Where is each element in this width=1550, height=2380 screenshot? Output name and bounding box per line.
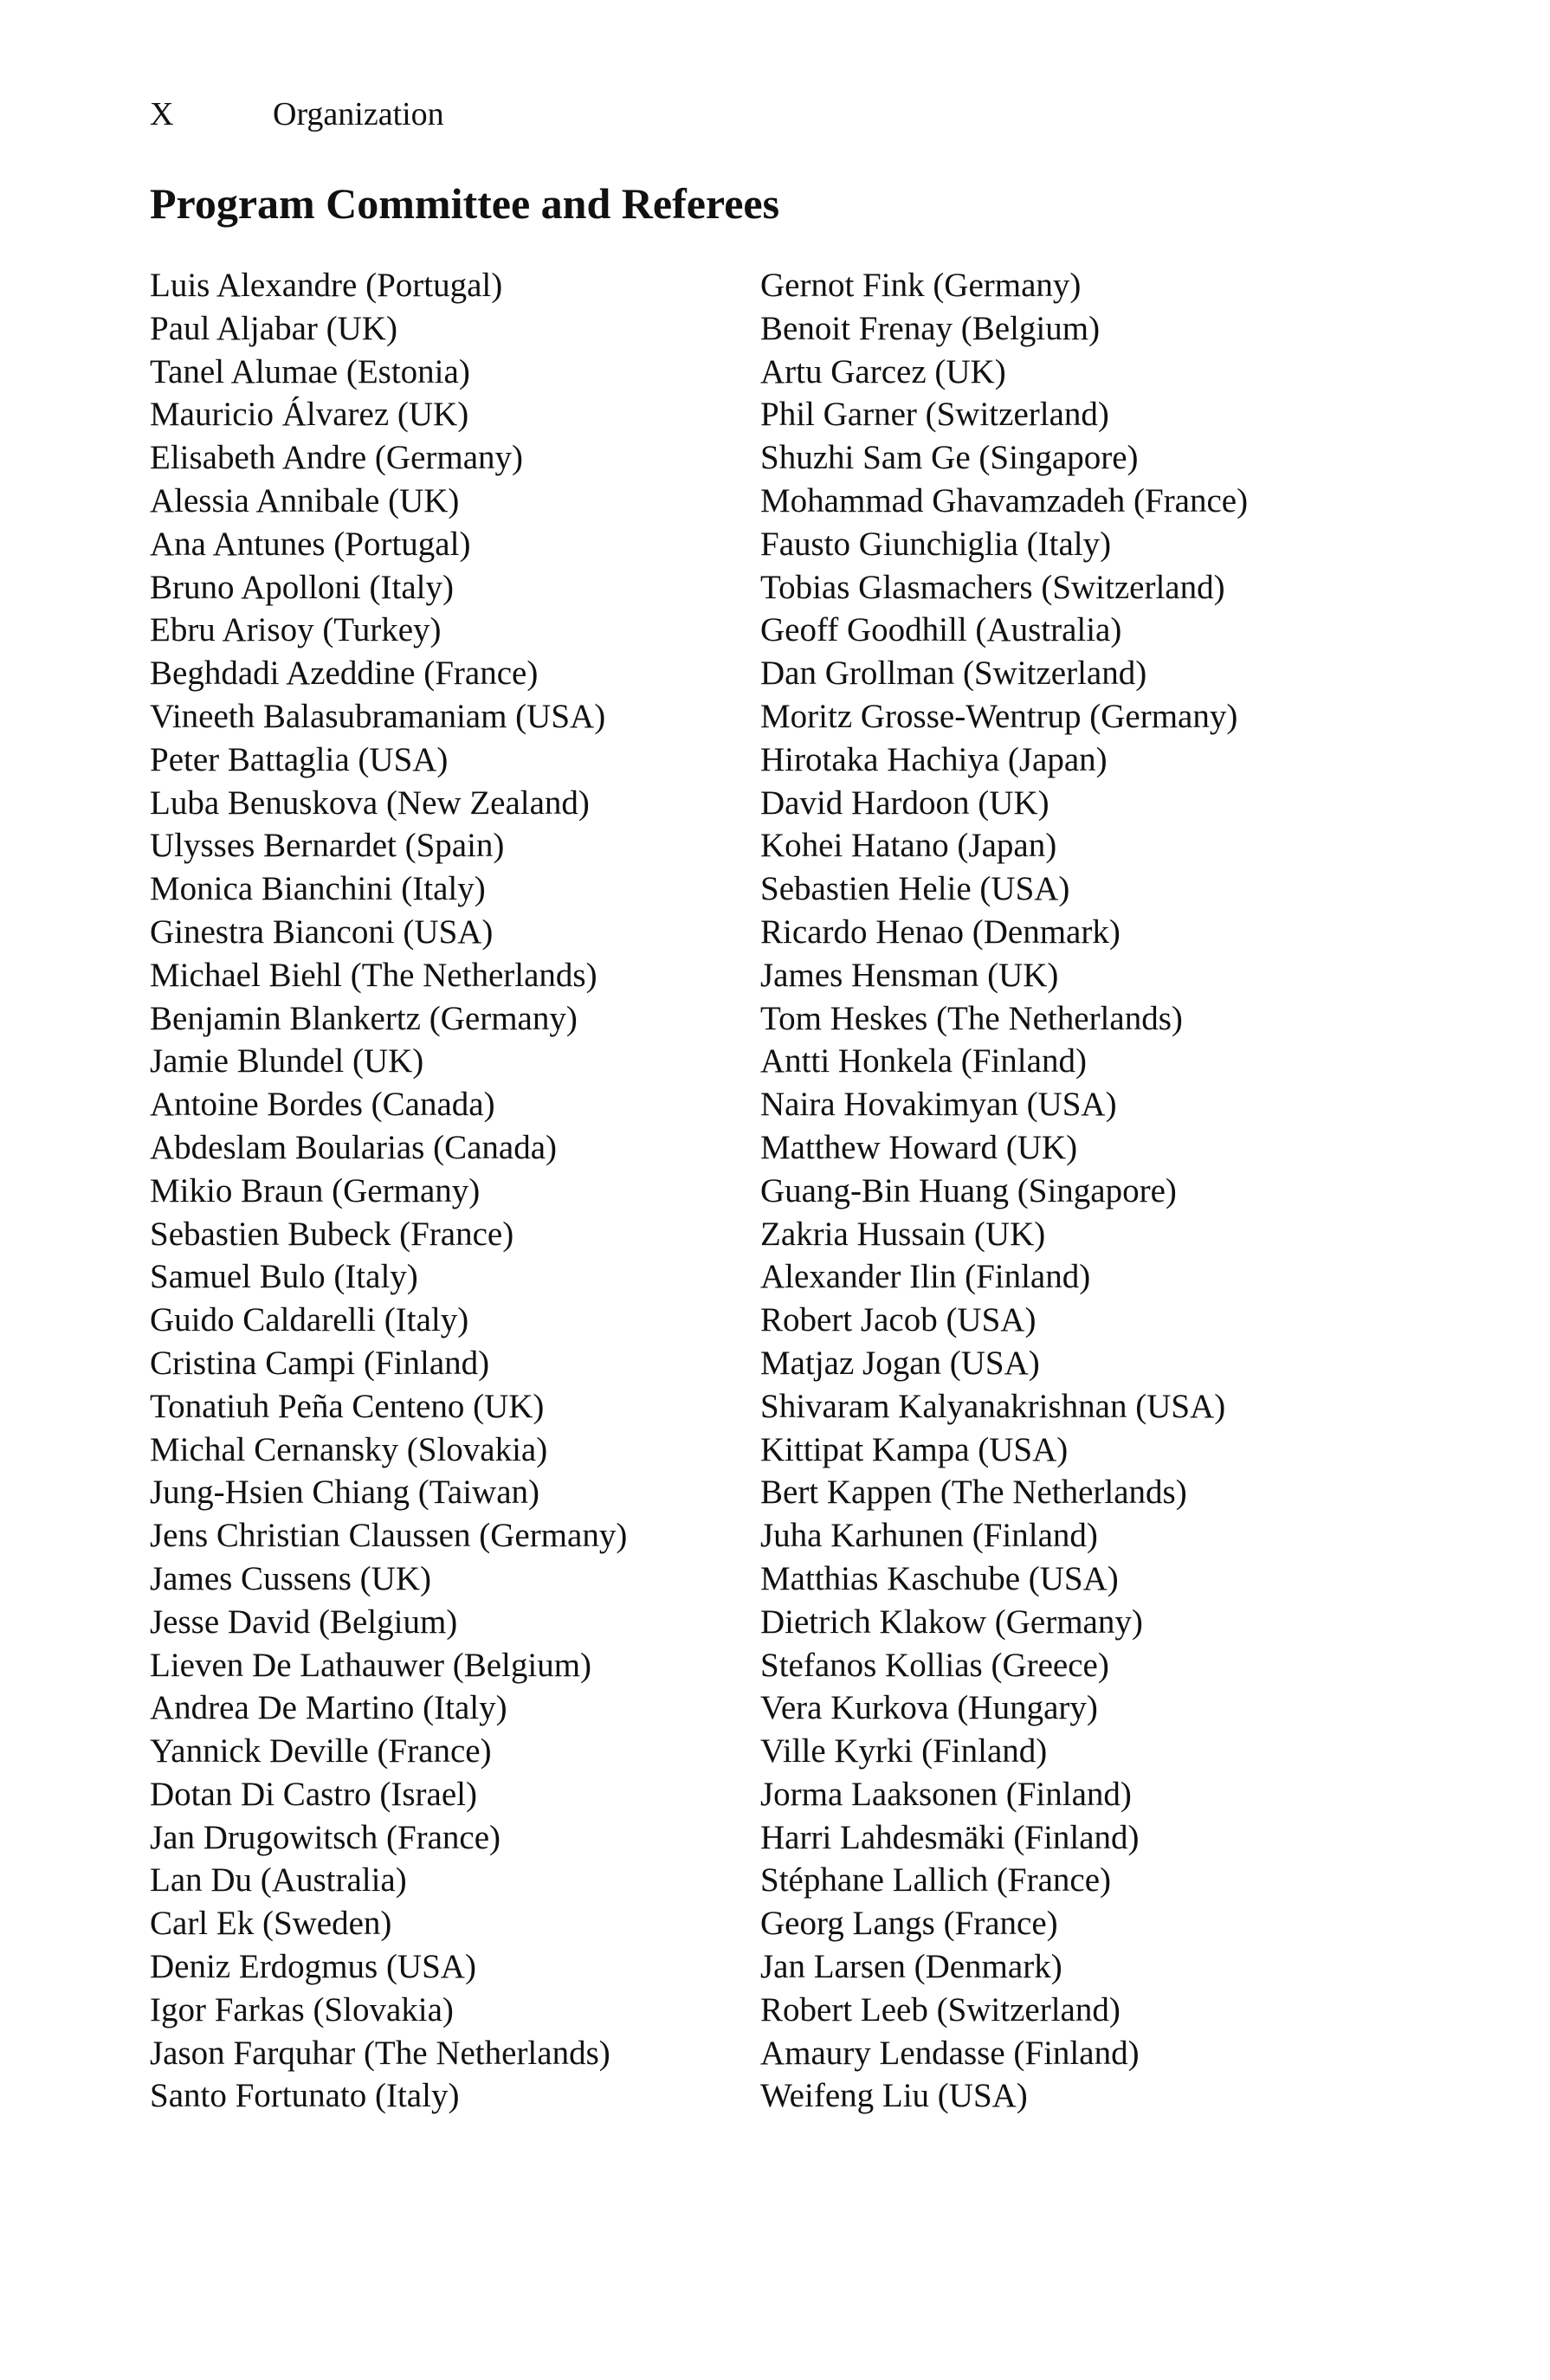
committee-member: James Hensman (UK) (760, 956, 1059, 994)
committee-member: Georg Langs (France) (760, 1905, 1058, 1943)
committee-member: Fausto Giunchiglia (Italy) (760, 525, 1112, 563)
committee-member: Ana Antunes (Portugal) (150, 525, 471, 563)
committee-member: Lieven De Lathauwer (Belgium) (150, 1646, 592, 1684)
committee-member: Vera Kurkova (Hungary) (760, 1689, 1098, 1727)
committee-member: Ginestra Bianconi (USA) (150, 913, 494, 951)
committee-member: Jung-Hsien Chiang (Taiwan) (150, 1474, 540, 1512)
committee-member: Kittipat Kampa (USA) (760, 1430, 1069, 1468)
committee-member: Sebastien Helie (USA) (760, 870, 1070, 908)
committee-member: Monica Bianchini (Italy) (150, 870, 486, 908)
committee-member: Robert Jacob (USA) (760, 1301, 1037, 1339)
committee-member: Juha Karhunen (Finland) (760, 1517, 1098, 1555)
committee-member: Antti Honkela (Finland) (760, 1042, 1087, 1080)
section-title: Program Committee and Referees (150, 179, 780, 228)
committee-member: Tonatiuh Peña Centeno (UK) (150, 1387, 545, 1425)
committee-member: Amaury Lendasse (Finland) (760, 2034, 1140, 2072)
committee-member: Ebru Arisoy (Turkey) (150, 611, 442, 649)
committee-member: Alexander Ilin (Finland) (760, 1258, 1091, 1296)
committee-member: Shivaram Kalyanakrishnan (USA) (760, 1387, 1226, 1425)
committee-member: Luis Alexandre (Portugal) (150, 267, 503, 304)
committee-member: Matthew Howard (UK) (760, 1128, 1078, 1166)
committee-member: Phil Garner (Switzerland) (760, 396, 1109, 434)
page-number: X (150, 96, 174, 132)
committee-member: Beghdadi Azeddine (France) (150, 655, 539, 693)
committee-member: David Hardoon (UK) (760, 784, 1049, 822)
committee-member: Harri Lahdesmäki (Finland) (760, 1818, 1140, 1856)
committee-member: Stéphane Lallich (France) (760, 1861, 1111, 1899)
committee-member: Carl Ek (Sweden) (150, 1905, 392, 1943)
running-title: Organization (273, 96, 444, 132)
committee-member: Yannick Deville (France) (150, 1732, 492, 1770)
committee-member: Moritz Grosse-Wentrup (Germany) (760, 697, 1238, 735)
committee-member: Dan Grollman (Switzerland) (760, 655, 1147, 693)
committee-member: Kohei Hatano (Japan) (760, 827, 1057, 865)
committee-member: Tom Heskes (The Netherlands) (760, 999, 1183, 1037)
committee-member: James Cussens (UK) (150, 1559, 431, 1597)
committee-column-right (760, 264, 1401, 2118)
committee-member: Paul Aljabar (UK) (150, 309, 397, 347)
committee-member: Vineeth Balasubramaniam (USA) (150, 697, 606, 735)
committee-member: Robert Leeb (Switzerland) (760, 1990, 1121, 2028)
committee-member: Matjaz Jogan (USA) (760, 1344, 1040, 1382)
committee-member: Peter Battaglia (USA) (150, 740, 449, 778)
committee-member: Tanel Alumae (Estonia) (150, 352, 470, 390)
committee-member: Samuel Bulo (Italy) (150, 1258, 418, 1296)
committee-member: Benjamin Blankertz (Germany) (150, 999, 578, 1037)
committee-member: Igor Farkas (Slovakia) (150, 1990, 454, 2028)
committee-member: Luba Benuskova (New Zealand) (150, 784, 590, 822)
committee-member: Deniz Erdogmus (USA) (150, 1948, 476, 1986)
committee-member: Mauricio Álvarez (UK) (150, 396, 469, 434)
committee-member: Benoit Frenay (Belgium) (760, 309, 1101, 347)
committee-member: Dietrich Klakow (Germany) (760, 1603, 1143, 1641)
committee-member: Elisabeth Andre (Germany) (150, 439, 524, 477)
committee-member: Jorma Laaksonen (Finland) (760, 1775, 1132, 1813)
committee-member: Bert Kappen (The Netherlands) (760, 1474, 1187, 1512)
committee-member: Ville Kyrki (Finland) (760, 1732, 1048, 1770)
committee-member: Mikio Braun (Germany) (150, 1171, 481, 1209)
committee-member: Santo Fortunato (Italy) (150, 2077, 460, 2115)
committee-member: Jamie Blundel (UK) (150, 1042, 424, 1080)
committee-member: Ulysses Bernardet (Spain) (150, 827, 505, 865)
committee-member: Jens Christian Claussen (Germany) (150, 1517, 628, 1555)
committee-member: Mohammad Ghavamzadeh (France) (760, 481, 1249, 519)
committee-member: Artu Garcez (UK) (760, 352, 1006, 390)
running-header (150, 94, 444, 135)
committee-member: Sebastien Bubeck (France) (150, 1215, 514, 1253)
committee-member: Gernot Fink (Germany) (760, 267, 1082, 304)
committee-member: Jason Farquhar (The Netherlands) (150, 2034, 610, 2072)
committee-member: Jesse David (Belgium) (150, 1603, 458, 1641)
committee-member: Matthias Kaschube (USA) (760, 1559, 1119, 1597)
committee-member: Hirotaka Hachiya (Japan) (760, 740, 1108, 778)
committee-member: Lan Du (Australia) (150, 1861, 407, 1899)
committee-member: Guang-Bin Huang (Singapore) (760, 1171, 1177, 1209)
committee-member: Cristina Campi (Finland) (150, 1344, 490, 1382)
committee-member: Weifeng Liu (USA) (760, 2077, 1028, 2115)
committee-member: Jan Larsen (Denmark) (760, 1948, 1062, 1986)
committee-member: Michael Biehl (The Netherlands) (150, 956, 597, 994)
committee-member: Guido Caldarelli (Italy) (150, 1301, 469, 1339)
committee-member: Michal Cernansky (Slovakia) (150, 1430, 548, 1468)
committee-member: Dotan Di Castro (Israel) (150, 1775, 477, 1813)
committee-column-left (150, 264, 747, 2118)
committee-member: Bruno Apolloni (Italy) (150, 568, 454, 606)
committee-member: Antoine Bordes (Canada) (150, 1086, 495, 1124)
committee-member: Stefanos Kollias (Greece) (760, 1646, 1109, 1684)
committee-member: Jan Drugowitsch (France) (150, 1818, 501, 1856)
committee-member: Shuzhi Sam Ge (Singapore) (760, 439, 1139, 477)
committee-member: Abdeslam Boularias (Canada) (150, 1128, 558, 1166)
committee-member: Zakria Hussain (UK) (760, 1215, 1046, 1253)
committee-member: Andrea De Martino (Italy) (150, 1689, 507, 1727)
committee-member: Naira Hovakimyan (USA) (760, 1086, 1117, 1124)
committee-member: Tobias Glasmachers (Switzerland) (760, 568, 1225, 606)
committee-member: Geoff Goodhill (Australia) (760, 611, 1122, 649)
committee-member: Alessia Annibale (UK) (150, 481, 460, 519)
committee-member: Ricardo Henao (Denmark) (760, 913, 1121, 951)
